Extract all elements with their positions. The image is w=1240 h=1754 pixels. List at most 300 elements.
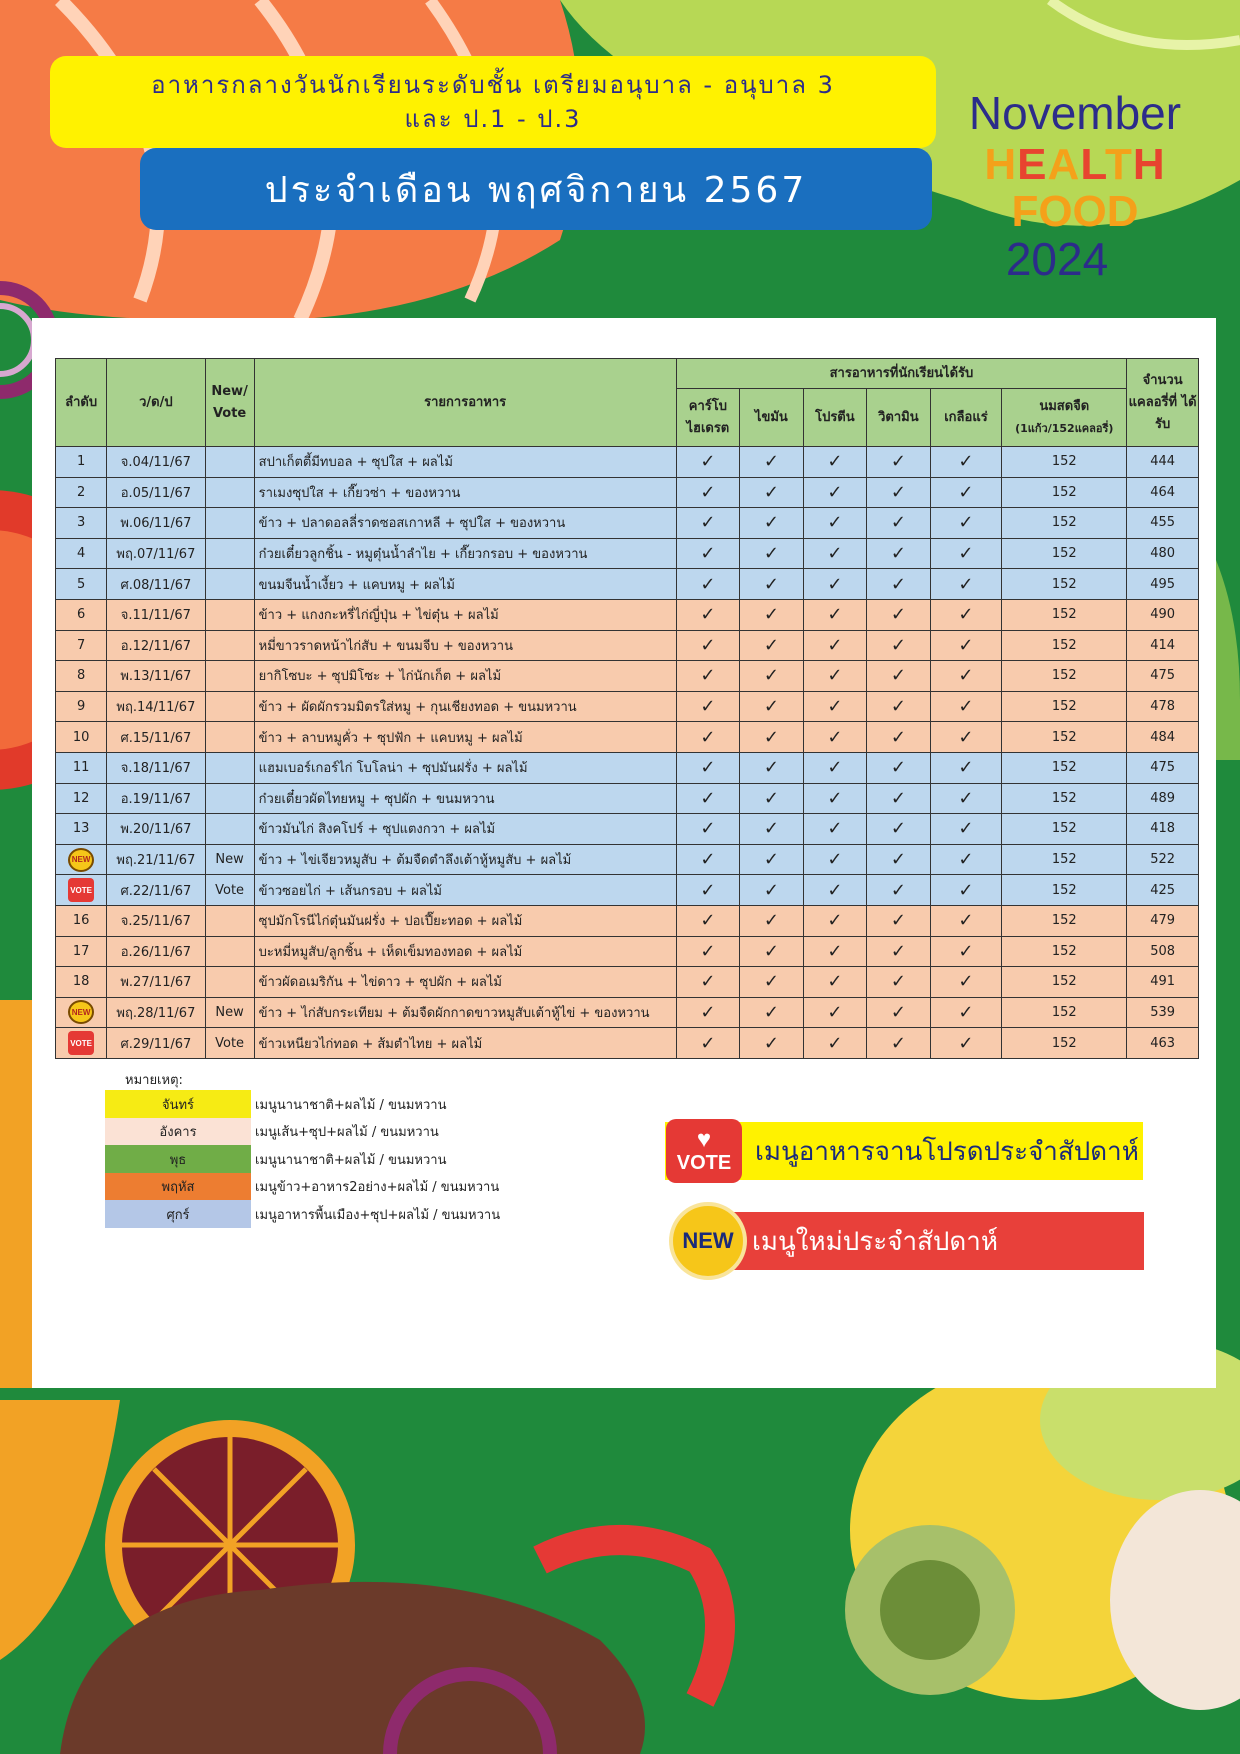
carb-check-icon: ✓ [676, 844, 740, 875]
protein-check-icon: ✓ [803, 752, 867, 783]
row-menu: ข้าว + ลาบหมูคั่ว + ซุปฟัก + แคบหมู + ผลไม้ [254, 722, 676, 753]
table-row [56, 997, 1199, 1028]
vitamin-check-icon: ✓ [867, 814, 931, 845]
row-date: อ.05/11/67 [107, 477, 205, 508]
fat-check-icon: ✓ [740, 447, 804, 478]
row-number: 9 [56, 691, 107, 722]
new-badge-icon [669, 1202, 747, 1280]
row-calories: 463 [1127, 1028, 1199, 1059]
row-tag: Vote [205, 1028, 254, 1059]
carb-check-icon: ✓ [676, 599, 740, 630]
protein-check-icon: ✓ [803, 783, 867, 814]
row-date: ศ.15/11/67 [107, 722, 205, 753]
fat-check-icon: ✓ [740, 936, 804, 967]
side-month: November [968, 87, 1182, 139]
protein-check-icon: ✓ [803, 967, 867, 998]
row-menu: ยากิโซบะ + ซุปมิโซะ + ไก่นักเก็ต + ผลไม้ [254, 661, 676, 692]
row-menu: ก๋วยเตี๋ยวลูกชิ้น - หมูตุ๋นน้ำลำไย + เกี๊ยวกรอบ + ของหวาน [254, 538, 676, 569]
table-row [56, 569, 1199, 600]
table-row [56, 1028, 1199, 1059]
table-row [56, 875, 1199, 906]
health-letter: T [1104, 140, 1133, 189]
row-number: 1 [56, 447, 107, 478]
row-calories: 484 [1127, 722, 1199, 753]
row-tag: New [205, 844, 254, 875]
fat-check-icon: ✓ [740, 508, 804, 539]
mineral-check-icon: ✓ [930, 538, 1002, 569]
heart-icon: ♥ [696, 1125, 712, 1153]
row-calories: 418 [1127, 814, 1199, 845]
title-line-1: อาหารกลางวันนักเรียนระดับชั้น เตรียมอนุบาล - อนุบาล 3 [151, 71, 835, 99]
legend-day: พุธ [105, 1145, 251, 1173]
vitamin-check-icon: ✓ [867, 875, 931, 906]
header-menu: รายการอาหาร [254, 359, 676, 447]
vitamin-check-icon: ✓ [867, 477, 931, 508]
row-date: พฤ.28/11/67 [107, 997, 205, 1028]
legend-day: ศุกร์ [105, 1200, 251, 1228]
row-number: 10 [56, 722, 107, 753]
fat-check-icon: ✓ [740, 630, 804, 661]
row-menu: ข้าวมันไก่ สิงคโปร์ + ซุปแตงกวา + ผลไม้ [254, 814, 676, 845]
row-tag: New [205, 997, 254, 1028]
table-row [56, 936, 1199, 967]
carb-check-icon: ✓ [676, 783, 740, 814]
row-number: 18 [56, 967, 107, 998]
mineral-check-icon: ✓ [930, 844, 1002, 875]
table-row [56, 599, 1199, 630]
row-number: 13 [56, 814, 107, 845]
vitamin-check-icon: ✓ [867, 508, 931, 539]
row-number [56, 875, 107, 906]
vitamin-check-icon: ✓ [867, 447, 931, 478]
protein-check-icon: ✓ [803, 569, 867, 600]
fat-check-icon: ✓ [740, 569, 804, 600]
row-number: 3 [56, 508, 107, 539]
legend-desc: เมนูข้าว+อาหาร2อย่าง+ผลไม้ / ขนมหวาน [255, 1180, 500, 1196]
row-calories: 539 [1127, 997, 1199, 1028]
row-menu: ข้าวเหนียวไก่ทอด + ส้มตำไทย + ผลไม้ [254, 1028, 676, 1059]
row-number [56, 997, 107, 1028]
mineral-check-icon: ✓ [930, 783, 1002, 814]
row-milk: 152 [1002, 722, 1127, 753]
row-tag [205, 752, 254, 783]
legend-day: พฤหัส [105, 1173, 251, 1201]
row-calories: 522 [1127, 844, 1199, 875]
fat-check-icon: ✓ [740, 814, 804, 845]
mineral-check-icon: ✓ [930, 752, 1002, 783]
header-date: ว/ด/ป [107, 359, 205, 447]
carb-check-icon: ✓ [676, 814, 740, 845]
row-calories: 508 [1127, 936, 1199, 967]
row-tag [205, 905, 254, 936]
vitamin-check-icon: ✓ [867, 538, 931, 569]
row-date: จ.25/11/67 [107, 905, 205, 936]
row-milk: 152 [1002, 447, 1127, 478]
carb-check-icon: ✓ [676, 752, 740, 783]
table-row [56, 447, 1199, 478]
carb-check-icon: ✓ [676, 967, 740, 998]
fat-check-icon: ✓ [740, 783, 804, 814]
row-menu: ซุปมักโรนีไก่ตุ๋นมันฝรั่ง + ปอเปี๊ยะทอด + ผลไม้ [254, 905, 676, 936]
protein-check-icon: ✓ [803, 844, 867, 875]
row-number: 5 [56, 569, 107, 600]
row-menu: สปาเก็ตตี้มีทบอล + ซุปใส + ผลไม้ [254, 447, 676, 478]
fat-check-icon: ✓ [740, 599, 804, 630]
row-number: 6 [56, 599, 107, 630]
row-milk: 152 [1002, 508, 1127, 539]
row-menu: ข้าวซอยไก่ + เส้นกรอบ + ผลไม้ [254, 875, 676, 906]
new-banner [722, 1212, 1144, 1270]
header-milk-label: นมสดจืด [1039, 398, 1090, 414]
row-milk: 152 [1002, 905, 1127, 936]
legend-item [105, 1200, 500, 1228]
mineral-check-icon: ✓ [930, 936, 1002, 967]
carb-check-icon: ✓ [676, 661, 740, 692]
row-menu: ราเมงซุปใส + เกี๊ยวซ่า + ของหวาน [254, 477, 676, 508]
new-badge-icon: NEW [68, 1000, 94, 1024]
health-letter: H [984, 140, 1018, 189]
row-number: 2 [56, 477, 107, 508]
row-number: 4 [56, 538, 107, 569]
table-row [56, 661, 1199, 692]
fat-check-icon: ✓ [740, 967, 804, 998]
vitamin-check-icon: ✓ [867, 997, 931, 1028]
row-milk: 152 [1002, 1028, 1127, 1059]
carb-check-icon: ✓ [676, 936, 740, 967]
row-milk: 152 [1002, 783, 1127, 814]
row-milk: 152 [1002, 477, 1127, 508]
fat-check-icon: ✓ [740, 477, 804, 508]
row-tag [205, 630, 254, 661]
row-date: พ.27/11/67 [107, 967, 205, 998]
row-date: ศ.29/11/67 [107, 1028, 205, 1059]
protein-check-icon: ✓ [803, 599, 867, 630]
table-row [56, 844, 1199, 875]
mineral-check-icon: ✓ [930, 814, 1002, 845]
carb-check-icon: ✓ [676, 447, 740, 478]
row-calories: 475 [1127, 752, 1199, 783]
row-tag [205, 967, 254, 998]
row-milk: 152 [1002, 752, 1127, 783]
carb-check-icon: ✓ [676, 569, 740, 600]
table-row [56, 814, 1199, 845]
table-row [56, 538, 1199, 569]
row-date: พฤ.14/11/67 [107, 691, 205, 722]
row-menu: ข้าว + ปลาดอลลี่ราดซอสเกาหลี + ซุปใส + ของหวาน [254, 508, 676, 539]
fat-check-icon: ✓ [740, 875, 804, 906]
row-milk: 152 [1002, 936, 1127, 967]
row-milk: 152 [1002, 875, 1127, 906]
mineral-check-icon: ✓ [930, 630, 1002, 661]
menu-table [55, 358, 1199, 1059]
row-number [56, 844, 107, 875]
row-menu: บะหมี่หมูสับ/ลูกชิ้น + เห็ดเข็มทองทอด + ผลไม้ [254, 936, 676, 967]
vitamin-check-icon: ✓ [867, 905, 931, 936]
carb-check-icon: ✓ [676, 997, 740, 1028]
side-food: FOOD [1011, 187, 1139, 236]
header-milk [1002, 389, 1127, 447]
protein-check-icon: ✓ [803, 538, 867, 569]
carb-check-icon: ✓ [676, 1028, 740, 1059]
row-tag [205, 599, 254, 630]
row-milk: 152 [1002, 661, 1127, 692]
row-calories: 490 [1127, 599, 1199, 630]
row-tag [205, 814, 254, 845]
row-menu: ข้าว + ไก่สับกระเทียม + ต้มจืดผักกาดขาวหมูสับเต้าหู้ไข่ + ของหวาน [254, 997, 676, 1028]
menu-table-body [56, 447, 1199, 1059]
vote-banner-label: เมนูอาหารจานโปรดประจำสัปดาห์ [755, 1136, 1139, 1167]
protein-check-icon: ✓ [803, 814, 867, 845]
row-date: ศ.08/11/67 [107, 569, 205, 600]
row-number: 11 [56, 752, 107, 783]
health-letter: E [1017, 140, 1048, 189]
vitamin-check-icon: ✓ [867, 752, 931, 783]
header-vitamin: วิตามิน [867, 389, 931, 447]
row-calories: 480 [1127, 538, 1199, 569]
row-number: 16 [56, 905, 107, 936]
row-tag [205, 936, 254, 967]
row-date: พ.20/11/67 [107, 814, 205, 845]
legend-item [105, 1090, 446, 1118]
protein-check-icon: ✓ [803, 477, 867, 508]
row-menu: ข้าว + ผัดผักรวมมิตรใส่หมู + กุนเชียงทอด + ขนมหวาน [254, 691, 676, 722]
vote-badge-icon: VOTE [68, 1031, 94, 1055]
mineral-check-icon: ✓ [930, 1028, 1002, 1059]
mineral-check-icon: ✓ [930, 905, 1002, 936]
mineral-check-icon: ✓ [930, 661, 1002, 692]
protein-check-icon: ✓ [803, 905, 867, 936]
row-calories: 464 [1127, 477, 1199, 508]
legend-item [105, 1173, 499, 1201]
fat-check-icon: ✓ [740, 691, 804, 722]
table-row [56, 691, 1199, 722]
new-banner-label: เมนูใหม่ประจำสัปดาห์ [752, 1226, 999, 1257]
fat-check-icon: ✓ [740, 1028, 804, 1059]
vitamin-check-icon: ✓ [867, 691, 931, 722]
row-date: จ.18/11/67 [107, 752, 205, 783]
content-panel [32, 318, 1216, 1388]
row-milk: 152 [1002, 569, 1127, 600]
table-row [56, 630, 1199, 661]
row-calories: 478 [1127, 691, 1199, 722]
row-calories: 489 [1127, 783, 1199, 814]
legend-day: จันทร์ [105, 1090, 251, 1118]
health-letter: L [1080, 140, 1105, 189]
row-number: 8 [56, 661, 107, 692]
header-carb: คาร์โบ ไฮเดรต [676, 389, 740, 447]
header-tag: New/ Vote [205, 359, 254, 447]
protein-check-icon: ✓ [803, 722, 867, 753]
legend-item [105, 1145, 446, 1173]
row-calories: 495 [1127, 569, 1199, 600]
protein-check-icon: ✓ [803, 630, 867, 661]
row-date: พฤ.07/11/67 [107, 538, 205, 569]
row-calories: 425 [1127, 875, 1199, 906]
vitamin-check-icon: ✓ [867, 722, 931, 753]
row-tag [205, 661, 254, 692]
row-tag [205, 477, 254, 508]
vitamin-check-icon: ✓ [867, 661, 931, 692]
table-row [56, 722, 1199, 753]
mineral-check-icon: ✓ [930, 691, 1002, 722]
legend-day: อังคาร [105, 1118, 251, 1146]
mineral-check-icon: ✓ [930, 997, 1002, 1028]
row-tag [205, 722, 254, 753]
row-menu: ข้าว + แกงกะหรี่ไก่ญี่ปุ่น + ไข่ตุ๋น + ผลไม้ [254, 599, 676, 630]
row-tag: Vote [205, 875, 254, 906]
row-date: พ.13/11/67 [107, 661, 205, 692]
side-title [950, 86, 1200, 284]
row-milk: 152 [1002, 997, 1127, 1028]
mineral-check-icon: ✓ [930, 875, 1002, 906]
protein-check-icon: ✓ [803, 875, 867, 906]
mineral-check-icon: ✓ [930, 967, 1002, 998]
row-date: อ.12/11/67 [107, 630, 205, 661]
header-fat: ไขมัน [740, 389, 804, 447]
vitamin-check-icon: ✓ [867, 1028, 931, 1059]
row-date: ศ.22/11/67 [107, 875, 205, 906]
legend-desc: เมนูอาหารพื้นเมือง+ซุป+ผลไม้ / ขนมหวาน [255, 1207, 501, 1223]
row-calories: 414 [1127, 630, 1199, 661]
vitamin-check-icon: ✓ [867, 569, 931, 600]
header-calories: จำนวน แคลอรี่ที่ ได้รับ [1127, 359, 1199, 447]
row-number [56, 1028, 107, 1059]
fat-check-icon: ✓ [740, 538, 804, 569]
row-calories: 491 [1127, 967, 1199, 998]
vitamin-check-icon: ✓ [867, 630, 931, 661]
row-milk: 152 [1002, 538, 1127, 569]
table-row [56, 783, 1199, 814]
row-menu: ก๋วยเตี๋ยวผัดไทยหมู + ซุปผัก + ขนมหวาน [254, 783, 676, 814]
vitamin-check-icon: ✓ [867, 844, 931, 875]
row-calories: 475 [1127, 661, 1199, 692]
legend-desc: เมนูเส้น+ซุป+ผลไม้ / ขนมหวาน [255, 1125, 439, 1141]
side-health [950, 140, 1200, 190]
protein-check-icon: ✓ [803, 447, 867, 478]
row-date: พ.06/11/67 [107, 508, 205, 539]
row-date: อ.19/11/67 [107, 783, 205, 814]
fat-check-icon: ✓ [740, 722, 804, 753]
table-row [56, 508, 1199, 539]
title-banner [50, 56, 936, 148]
protein-check-icon: ✓ [803, 691, 867, 722]
vitamin-check-icon: ✓ [867, 967, 931, 998]
table-row [56, 905, 1199, 936]
fat-check-icon: ✓ [740, 905, 804, 936]
protein-check-icon: ✓ [803, 508, 867, 539]
row-milk: 152 [1002, 967, 1127, 998]
title-line-2: และ ป.1 - ป.3 [404, 105, 582, 133]
row-milk: 152 [1002, 630, 1127, 661]
row-number: 7 [56, 630, 107, 661]
fat-check-icon: ✓ [740, 844, 804, 875]
row-number: 17 [56, 936, 107, 967]
protein-check-icon: ✓ [803, 1028, 867, 1059]
row-date: จ.04/11/67 [107, 447, 205, 478]
fat-check-icon: ✓ [740, 752, 804, 783]
legend-desc: เมนูนานาชาติ+ผลไม้ / ขนมหวาน [255, 1097, 447, 1113]
carb-check-icon: ✓ [676, 905, 740, 936]
row-menu: หมี่ขาวราดหน้าไก่สับ + ขนมจีบ + ของหวาน [254, 630, 676, 661]
new-badge-icon: NEW [68, 848, 94, 872]
vitamin-check-icon: ✓ [867, 783, 931, 814]
row-milk: 152 [1002, 691, 1127, 722]
vote-icon-text: VOTE [676, 1151, 732, 1174]
header-nutrients: สารอาหารที่นักเรียนได้รับ [676, 359, 1127, 389]
mineral-check-icon: ✓ [930, 508, 1002, 539]
row-number: 12 [56, 783, 107, 814]
row-menu: ข้าว + ไข่เจียวหมูสับ + ต้มจืดตำลึงเต้าหู้หมูสับ + ผลไม้ [254, 844, 676, 875]
header-mineral: เกลือแร่ [930, 389, 1002, 447]
mineral-check-icon: ✓ [930, 722, 1002, 753]
carb-check-icon: ✓ [676, 477, 740, 508]
header-no: ลำดับ [56, 359, 107, 447]
row-date: อ.26/11/67 [107, 936, 205, 967]
mineral-check-icon: ✓ [930, 599, 1002, 630]
carb-check-icon: ✓ [676, 508, 740, 539]
row-tag [205, 569, 254, 600]
vote-badge-icon: VOTE [68, 878, 94, 902]
subtitle-text: ประจำเดือน พฤศจิกายน 2567 [264, 169, 808, 211]
row-milk: 152 [1002, 599, 1127, 630]
legend-desc: เมนูนานาชาติ+ผลไม้ / ขนมหวาน [255, 1152, 447, 1168]
protein-check-icon: ✓ [803, 936, 867, 967]
row-tag [205, 691, 254, 722]
row-menu: ข้าวผัดอเมริกัน + ไข่ดาว + ซุปผัก + ผลไม้ [254, 967, 676, 998]
subtitle-banner [140, 148, 932, 230]
table-row [56, 752, 1199, 783]
row-menu: ขนมจีนน้ำเงี้ยว + แคบหมู + ผลไม้ [254, 569, 676, 600]
header-protein: โปรตีน [803, 389, 867, 447]
mineral-check-icon: ✓ [930, 477, 1002, 508]
row-tag [205, 447, 254, 478]
protein-check-icon: ✓ [803, 997, 867, 1028]
row-date: จ.11/11/67 [107, 599, 205, 630]
fat-check-icon: ✓ [740, 997, 804, 1028]
row-calories: 479 [1127, 905, 1199, 936]
row-calories: 455 [1127, 508, 1199, 539]
vote-heart-icon [666, 1119, 742, 1183]
legend-item [105, 1118, 439, 1146]
carb-check-icon: ✓ [676, 630, 740, 661]
row-tag [205, 538, 254, 569]
carb-check-icon: ✓ [676, 722, 740, 753]
vitamin-check-icon: ✓ [867, 599, 931, 630]
carb-check-icon: ✓ [676, 691, 740, 722]
header-milk-note: (1แก้ว/152แคลอรี่) [1015, 421, 1114, 435]
table-row [56, 967, 1199, 998]
vitamin-check-icon: ✓ [867, 936, 931, 967]
row-tag [205, 783, 254, 814]
fat-check-icon: ✓ [740, 661, 804, 692]
carb-check-icon: ✓ [676, 875, 740, 906]
row-menu: แฮมเบอร์เกอร์ไก่ โบโลน่า + ซุปมันฝรั่ง + ผลไม้ [254, 752, 676, 783]
health-letter: A [1047, 140, 1081, 189]
row-milk: 152 [1002, 814, 1127, 845]
side-year: 2024 [1005, 233, 1109, 285]
legend-title: หมายเหตุ: [125, 1073, 183, 1088]
mineral-check-icon: ✓ [930, 569, 1002, 600]
carb-check-icon: ✓ [676, 538, 740, 569]
mineral-check-icon: ✓ [930, 447, 1002, 478]
new-icon-text: NEW [682, 1228, 734, 1253]
row-date: พฤ.21/11/67 [107, 844, 205, 875]
row-milk: 152 [1002, 844, 1127, 875]
protein-check-icon: ✓ [803, 661, 867, 692]
table-row [56, 477, 1199, 508]
row-tag [205, 508, 254, 539]
health-letter: H [1132, 140, 1166, 189]
